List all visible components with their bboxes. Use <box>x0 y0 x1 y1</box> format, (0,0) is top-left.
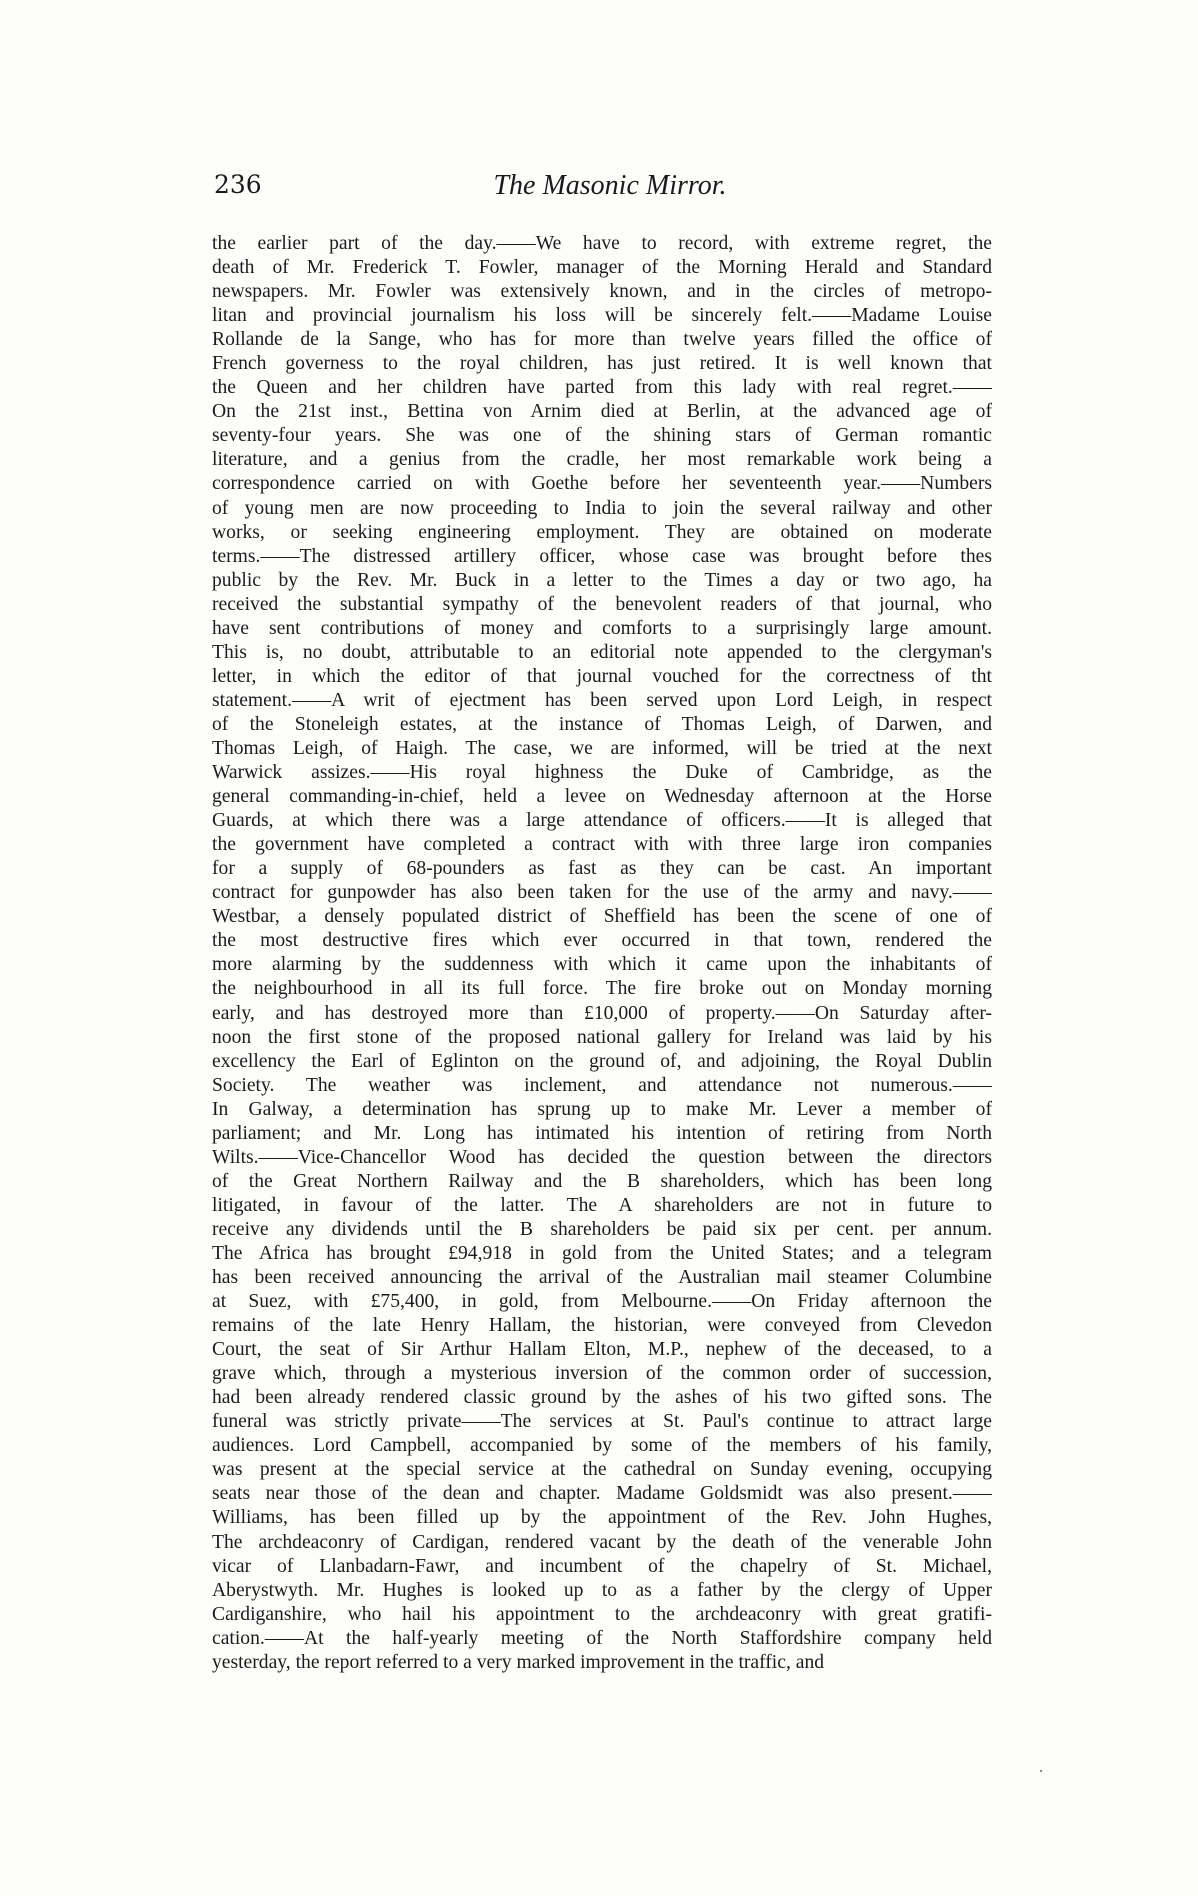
running-head <box>214 170 994 210</box>
text-line: cation.——At the half-yearly meeting of the North Staffordshire company held <box>212 1627 992 1649</box>
text-line: the government have completed a contract with with three large iron companies <box>212 834 992 856</box>
text-line: the earlier part of the day.——We have to record, with extreme regret, the <box>212 233 992 254</box>
text-line: received the substantial sympathy of the benevolent readers of that journal, who <box>212 593 992 615</box>
article-body <box>212 232 992 1675</box>
text-line: more alarming by the suddenness with which it came upon the inhabitants of <box>212 954 992 976</box>
text-line: contract for gunpowder has also been taken for the use of the army and navy.—— <box>212 882 992 904</box>
text-line: literature, and a genius from the cradle, her most remarkable work being a <box>212 449 992 471</box>
text-line: the neighbourhood in all its full force. The fire broke out on Monday morning <box>212 978 992 1000</box>
text-line: Rollande de la Sange, who has for more than twelve years filled the office of <box>212 329 992 351</box>
text-line: seventy-four years. She was one of the shining stars of German romantic <box>212 425 992 447</box>
text-line: has been received announcing the arrival of the Australian mail steamer Columbine <box>212 1267 992 1289</box>
text-line: receive any dividends until the B shareholders be paid six per cent. per annum. <box>212 1218 992 1240</box>
text-line: funeral was strictly private——The services at St. Paul's continue to attract large <box>212 1411 992 1433</box>
text-line: of young men are now proceeding to India to join the several railway and other <box>212 497 992 519</box>
text-line: of the Stoneleigh estates, at the instance of Thomas Leigh, of Darwen, and <box>212 713 992 735</box>
text-line: have sent contributions of money and comforts to a surprisingly large amount. <box>212 617 992 639</box>
text-line: correspondence carried on with Goethe before her seventeenth year.——Numbers <box>212 473 992 495</box>
text-line: of the Great Northern Railway and the B shareholders, which has been long <box>212 1170 992 1192</box>
page-number: 236 <box>214 170 262 199</box>
text-line: Thomas Leigh, of Haigh. The case, we are informed, will be tried at the next <box>212 737 992 759</box>
text-line: litigated, in favour of the latter. The A shareholders are not in future to <box>212 1194 992 1216</box>
text-line: Guards, at which there was a large attendance of officers.——It is alleged that <box>212 810 992 832</box>
text-line: public by the Rev. Mr. Buck in a letter to the Times a day or two ago, ha <box>212 569 992 591</box>
text-line: noon the first stone of the proposed national gallery for Ireland was laid by his <box>212 1026 992 1048</box>
text-line: the Queen and her children have parted from this lady with real regret.—— <box>212 377 992 399</box>
text-line: French governess to the royal children, has just retired. It is well known that <box>212 353 992 375</box>
text-line: litan and provincial journalism his loss will be sincerely felt.——Madame Louise <box>212 305 992 327</box>
text-line: statement.——A writ of ejectment has been served upon Lord Leigh, in respect <box>212 689 992 711</box>
text-line: yesterday, the report referred to a very marked improvement in the traffic, and <box>212 1651 825 1673</box>
text-line: death of Mr. Frederick T. Fowler, manager of the Morning Herald and Standard <box>212 257 992 279</box>
text-line: Cardiganshire, who hail his appointment to the archdeaconry with great gratifi- <box>212 1603 992 1625</box>
text-line: This is, no doubt, attributable to an editorial note appended to the clergyman's <box>212 641 992 663</box>
text-line: Westbar, a densely populated district of Sheffield has been the scene of one of <box>212 906 992 928</box>
text-line: seats near those of the dean and chapter. Madame Goldsmidt was also present.—— <box>212 1483 992 1505</box>
text-line: Wilts.——Vice-Chancellor Wood has decided the question between the directors <box>212 1146 992 1168</box>
text-line: Warwick assizes.——His royal highness the Duke of Cambridge, as the <box>212 762 992 784</box>
text-line: audiences. Lord Campbell, accompanied by some of the members of his family, <box>212 1435 992 1457</box>
text-line: vicar of Llanbadarn-Fawr, and incumbent of the chapelry of St. Michael, <box>212 1555 992 1577</box>
text-line: was present at the special service at the cathedral on Sunday evening, occupying <box>212 1459 992 1481</box>
text-line: newspapers. Mr. Fowler was extensively known, and in the circles of metropo- <box>212 281 992 303</box>
text-line: Aberystwyth. Mr. Hughes is looked up to as a father by the clergy of Upper <box>212 1579 992 1601</box>
margin-mark <box>1040 1770 1042 1772</box>
text-line: remains of the late Henry Hallam, the historian, were conveyed from Clevedon <box>212 1315 992 1337</box>
text-line: had been already rendered classic ground by the ashes of his two gifted sons. The <box>212 1387 992 1409</box>
text-line: On the 21st inst., Bettina von Arnim died at Berlin, at the advanced age of <box>212 401 992 423</box>
text-line: works, or seeking engineering employment. They are obtained on moderate <box>212 521 992 543</box>
text-line: grave which, through a mysterious inversion of the common order of succession, <box>212 1363 992 1385</box>
text-line: at Suez, with £75,400, in gold, from Melbourne.——On Friday afternoon the <box>212 1291 992 1313</box>
text-line: early, and has destroyed more than £10,000 of property.——On Saturday after- <box>212 1002 992 1024</box>
text-line: general commanding-in-chief, held a levee on Wednesday afternoon at the Horse <box>212 786 992 808</box>
text-line: terms.——The distressed artillery officer, whose case was brought before thes <box>212 545 992 567</box>
text-line: The Africa has brought £94,918 in gold from the United States; and a telegram <box>212 1242 992 1264</box>
text-line: the most destructive fires which ever occurred in that town, rendered the <box>212 930 992 952</box>
text-line: Society. The weather was inclement, and attendance not numerous.—— <box>212 1074 992 1096</box>
text-line: In Galway, a determination has sprung up to make Mr. Lever a member of <box>212 1098 992 1120</box>
text-line: Williams, has been filled up by the appointment of the Rev. John Hughes, <box>212 1507 992 1529</box>
text-line: letter, in which the editor of that journal vouched for the correctness of tht <box>212 665 992 687</box>
text-line: excellency the Earl of Eglinton on the ground of, and adjoining, the Royal Dublin <box>212 1050 992 1072</box>
text-line: The archdeaconry of Cardigan, rendered vacant by the death of the venerable John <box>212 1531 992 1553</box>
journal-title: The Masonic Mirror. <box>493 170 727 201</box>
text-line: parliament; and Mr. Long has intimated his intention of retiring from North <box>212 1122 992 1144</box>
text-line: Court, the seat of Sir Arthur Hallam Elton, M.P., nephew of the deceased, to a <box>212 1339 992 1361</box>
text-line: for a supply of 68-pounders as fast as they can be cast. An important <box>212 858 992 880</box>
